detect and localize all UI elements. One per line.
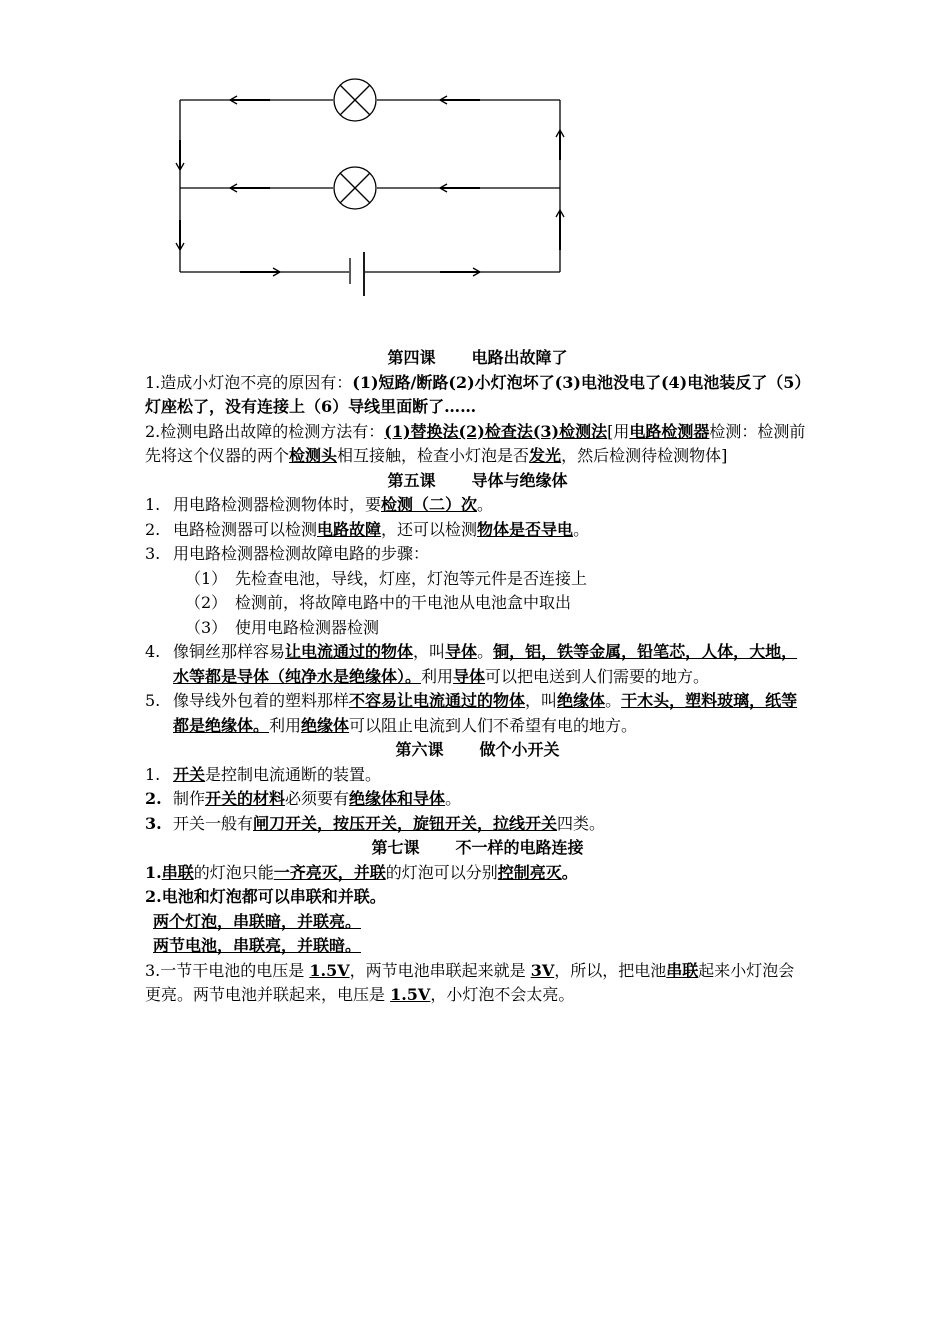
step-2: （2） 检测前，将故障电路中的干电池从电池盒中取出 [185,593,572,612]
lesson6-title: 第六课 做个小开关 [395,740,560,759]
lesson7-paragraph-3: 两个灯泡，串联暗，并联亮。 [153,911,362,931]
current-arrows [176,96,564,276]
lesson7-title: 第七课 不一样的电路连接 [371,838,584,857]
lesson5-item-5: 5. 像导线外包着的塑料那样不容易让电流通过的物体，叫绝缘体。干木头，塑料玻璃，纸等都是绝缘体。利用绝缘体可以阻止电流到人们不希望有电的地方。 [145,691,798,735]
step-3: （3） 使用电路检测器检测 [185,617,380,637]
lesson5-title: 第五课 导体与绝缘体 [387,470,568,490]
lesson6-item-2: 2. 制作开关的材料必须要有绝缘体和导体。 [145,789,462,808]
lesson7-paragraph-1: 1.串联的灯泡只能一齐亮灭，并联的灯泡可以分别控制亮灭。 [145,862,578,882]
lesson7-paragraph-2: 2.电池和灯泡都可以串联和并联。 [145,887,386,906]
battery-icon [350,252,364,296]
lesson5-item-4: 4. 像铜丝那样容易让电流通过的物体，叫导体。铜，铝，铁等金属，铅笔芯，人体，大地，水等都是导体（纯净水是绝缘体）。利用导体可以把电送到人们需要的地方。 [145,642,798,686]
lesson5-item-1: 1. 用电路检测器检测物体时，要检测（二）次。 [145,495,494,514]
lesson5-item-3: 3. 用电路检测器检测故障电路的步骤： [145,544,430,563]
lesson6-item-3: 3. 开关一般有闸刀开关，按压开关，旋钮开关，拉线开关四类。 [145,813,606,833]
step-1: （1） 先检查电池，导线，灯座，灯泡等元件是否连接上 [185,568,588,588]
lesson7-paragraph-5: 3.一节干电池的电压是 1.5V，两节电池串联起来就是 3V，所以，把电池串联起来小灯泡会更亮。两节电池并联起来，电压是 1.5V，小灯泡不会太亮。 [145,960,795,1004]
lesson4-title: 第四课 电路出故障了 [387,348,568,367]
lesson7-paragraph-4: 两节电池，串联亮，并联暗。 [153,936,362,955]
lesson6-item-1: 1. 开关是控制电流通断的装置。 [145,764,382,784]
parallel-circuit-diagram [140,70,570,310]
lamp-1-icon [334,79,376,121]
lamp-2-icon [334,167,376,209]
lesson5-item-2: 2. 电路检测器可以检测电路故障，还可以检测物体是否导电。 [145,519,590,539]
lesson4-paragraph-2: 2.检测电路出故障的检测方法有：(1)替换法(2)检查法(3)检测法[用电路检测器检测：检测前先将这个仪器的两个检测头相互接触，检查小灯泡是否发光，然后检测待检测物体] [145,421,806,465]
document-body [145,346,810,1008]
lesson4-paragraph-1: 1.造成小灯泡不亮的原因有：(1)短路/断路(2)小灯泡坏了(3)电池没电了(4)电池装反了（5）灯座松了，没有连接上（6）导线里面断了…… [145,372,803,416]
